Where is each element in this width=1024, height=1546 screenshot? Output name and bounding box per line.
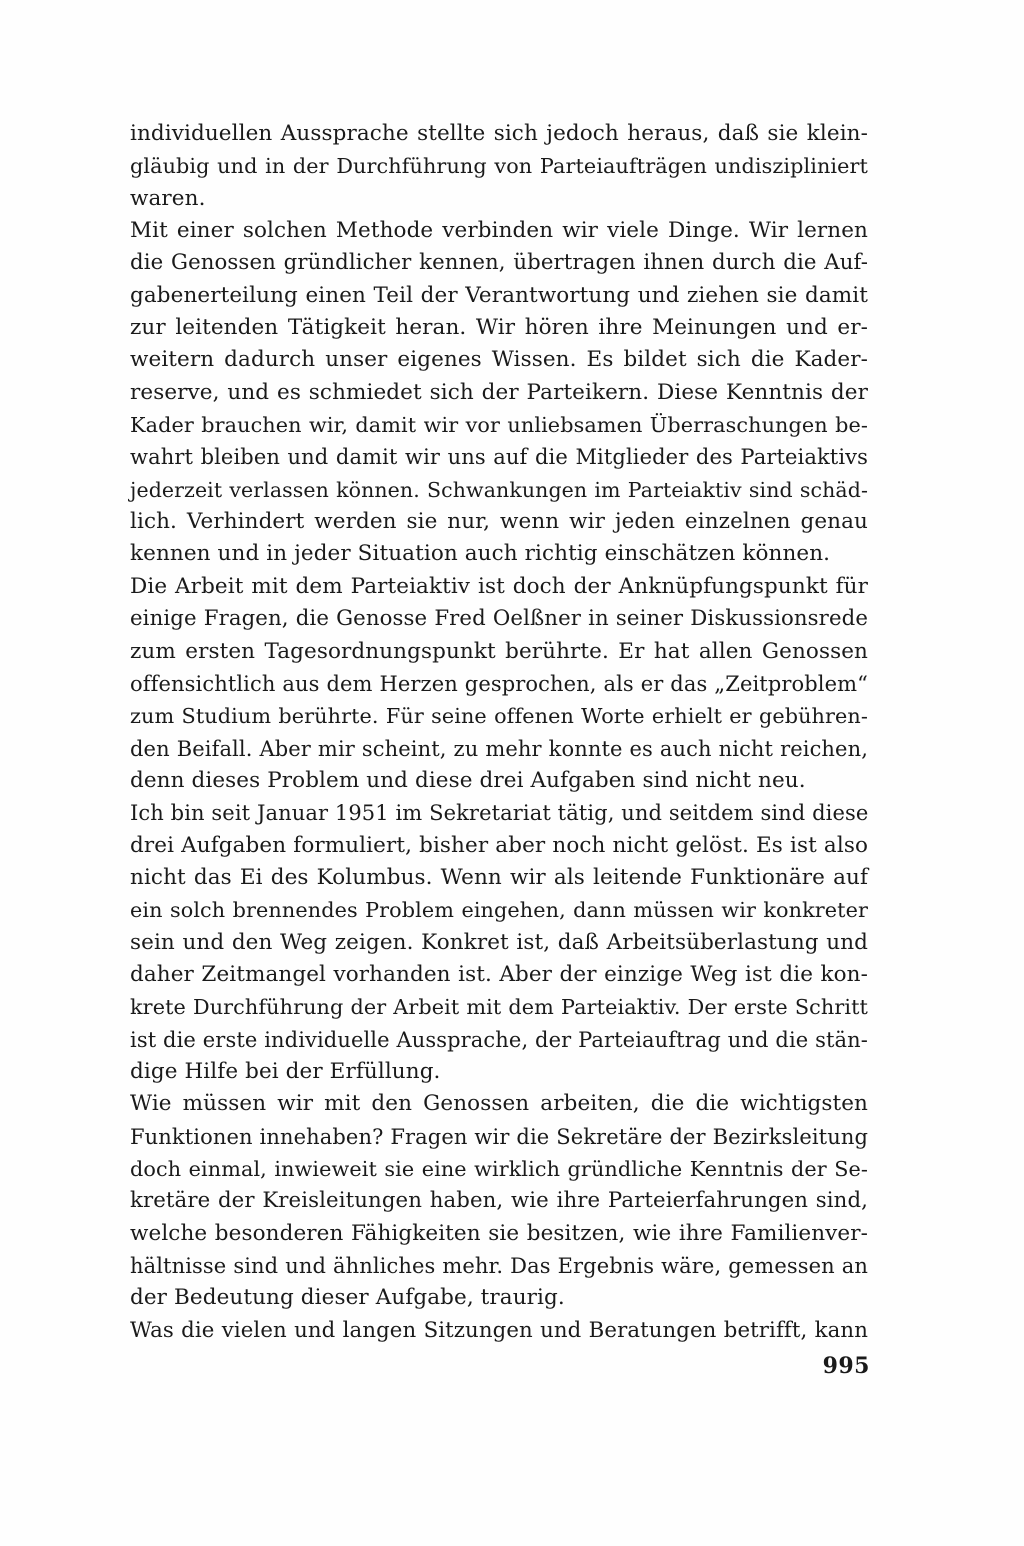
text-line: daher Zeitmangel vorhanden ist. Aber der einzige Weg ist die kon-	[130, 961, 868, 987]
paragraph-start-line: Ich bin seit Januar 1951 im Sekretariat tätig, und seitdem sind diese	[130, 801, 869, 826]
text-line: dige Hilfe bei der Erfüllung.	[130, 1058, 441, 1084]
text-line: wahrt bleiben und damit wir uns auf die Mitglieder des Parteiaktivs	[130, 445, 868, 470]
text-line: zum Studium berührte. Für seine offenen Worte erhielt er gebühren-	[130, 704, 868, 729]
text-line: doch einmal, inwieweit sie eine wirklich gründliche Kenntnis der Se-	[130, 1157, 868, 1181]
text-line: reserve, und es schmiedet sich der Parteikern. Diese Kenntnis der	[130, 379, 868, 405]
text-line: nicht das Ei des Kolumbus. Wenn wir als leitende Funktionäre auf	[130, 864, 868, 890]
text-line: individuellen Aussprache stellte sich jedoch heraus, daß sie klein-	[130, 121, 868, 146]
text-line: welche besonderen Fähigkeiten sie besitzen, wie ihre Familienver-	[130, 1220, 868, 1246]
paragraph-start-line: Die Arbeit mit dem Parteiaktiv ist doch der Anknüpfungspunkt für	[130, 573, 868, 599]
text-line: einige Fragen, die Genosse Fred Oelßner in seiner Diskussionsrede	[130, 606, 868, 632]
text-line: kennen und in jeder Situation auch richtig einschätzen können.	[130, 541, 831, 567]
text-line: ist die erste individuelle Aussprache, der Parteiauftrag und die stän-	[130, 1027, 868, 1052]
text-line: waren.	[130, 185, 206, 211]
paragraph-start-line: Was die vielen und langen Sitzungen und Beratungen betrifft, kann	[130, 1317, 868, 1343]
text-line: offensichtlich aus dem Herzen gesprochen, als er das „Zeitproblem“	[130, 671, 868, 696]
text-line: lich. Verhindert werden sie nur, wenn wir jeden einzelnen genau	[130, 509, 868, 535]
paragraph-start-line: Wie müssen wir mit den Genossen arbeiten, die die wichtigsten	[130, 1091, 868, 1117]
body-text	[130, 118, 868, 1347]
text-line: die Genossen gründlicher kennen, übertragen ihnen durch die Auf-	[130, 250, 868, 276]
text-line: kretäre der Kreisleitungen haben, wie ihre Parteierfahrungen sind,	[130, 1188, 868, 1214]
text-line: gläubig und in der Durchführung von Parteiaufträgen undiszipliniert	[130, 154, 868, 179]
text-line: hältnisse sind und ähnliches mehr. Das Ergebnis wäre, gemessen an	[130, 1254, 868, 1279]
text-line: Kader brauchen wir, damit wir vor unliebsamen Überraschungen be-	[130, 413, 868, 438]
text-line: drei Aufgaben formuliert, bisher aber noch nicht gelöst. Es ist also	[130, 832, 868, 858]
text-line: den Beifall. Aber mir scheint, zu mehr konnte es auch nicht reichen,	[130, 736, 868, 761]
text-line: jederzeit verlassen können. Schwankungen im Parteiaktiv sind schäd-	[130, 477, 868, 502]
text-line: Funktionen innehaben? Fragen wir die Sekretäre der Bezirksleitung	[130, 1124, 868, 1149]
text-line: sein und den Weg zeigen. Konkret ist, daß Arbeitsüberlastung und	[130, 929, 868, 955]
text-line: krete Durchführung der Arbeit mit dem Parteiaktiv. Der erste Schritt	[130, 995, 868, 1020]
paragraph-start-line: Mit einer solchen Methode verbinden wir viele Dinge. Wir lernen	[130, 218, 868, 244]
text-line: zur leitenden Tätigkeit heran. Wir hören ihre Meinungen und er-	[130, 315, 868, 341]
text-line: denn dieses Problem und diese drei Aufgaben sind nicht neu.	[130, 767, 806, 793]
page-number: 995	[822, 1353, 870, 1379]
text-line: der Bedeutung dieser Aufgabe, traurig.	[130, 1285, 565, 1311]
text-line: zum ersten Tagesordnungspunkt berührte. Er hat allen Genossen	[130, 638, 868, 664]
text-line: weitern dadurch unser eigenes Wissen. Es bildet sich die Kader-	[130, 347, 868, 373]
text-line: ein solch brennendes Problem eingehen, dann müssen wir konkreter	[130, 898, 868, 923]
text-line: gabenerteilung einen Teil der Verantwortung und ziehen sie damit	[130, 282, 868, 308]
